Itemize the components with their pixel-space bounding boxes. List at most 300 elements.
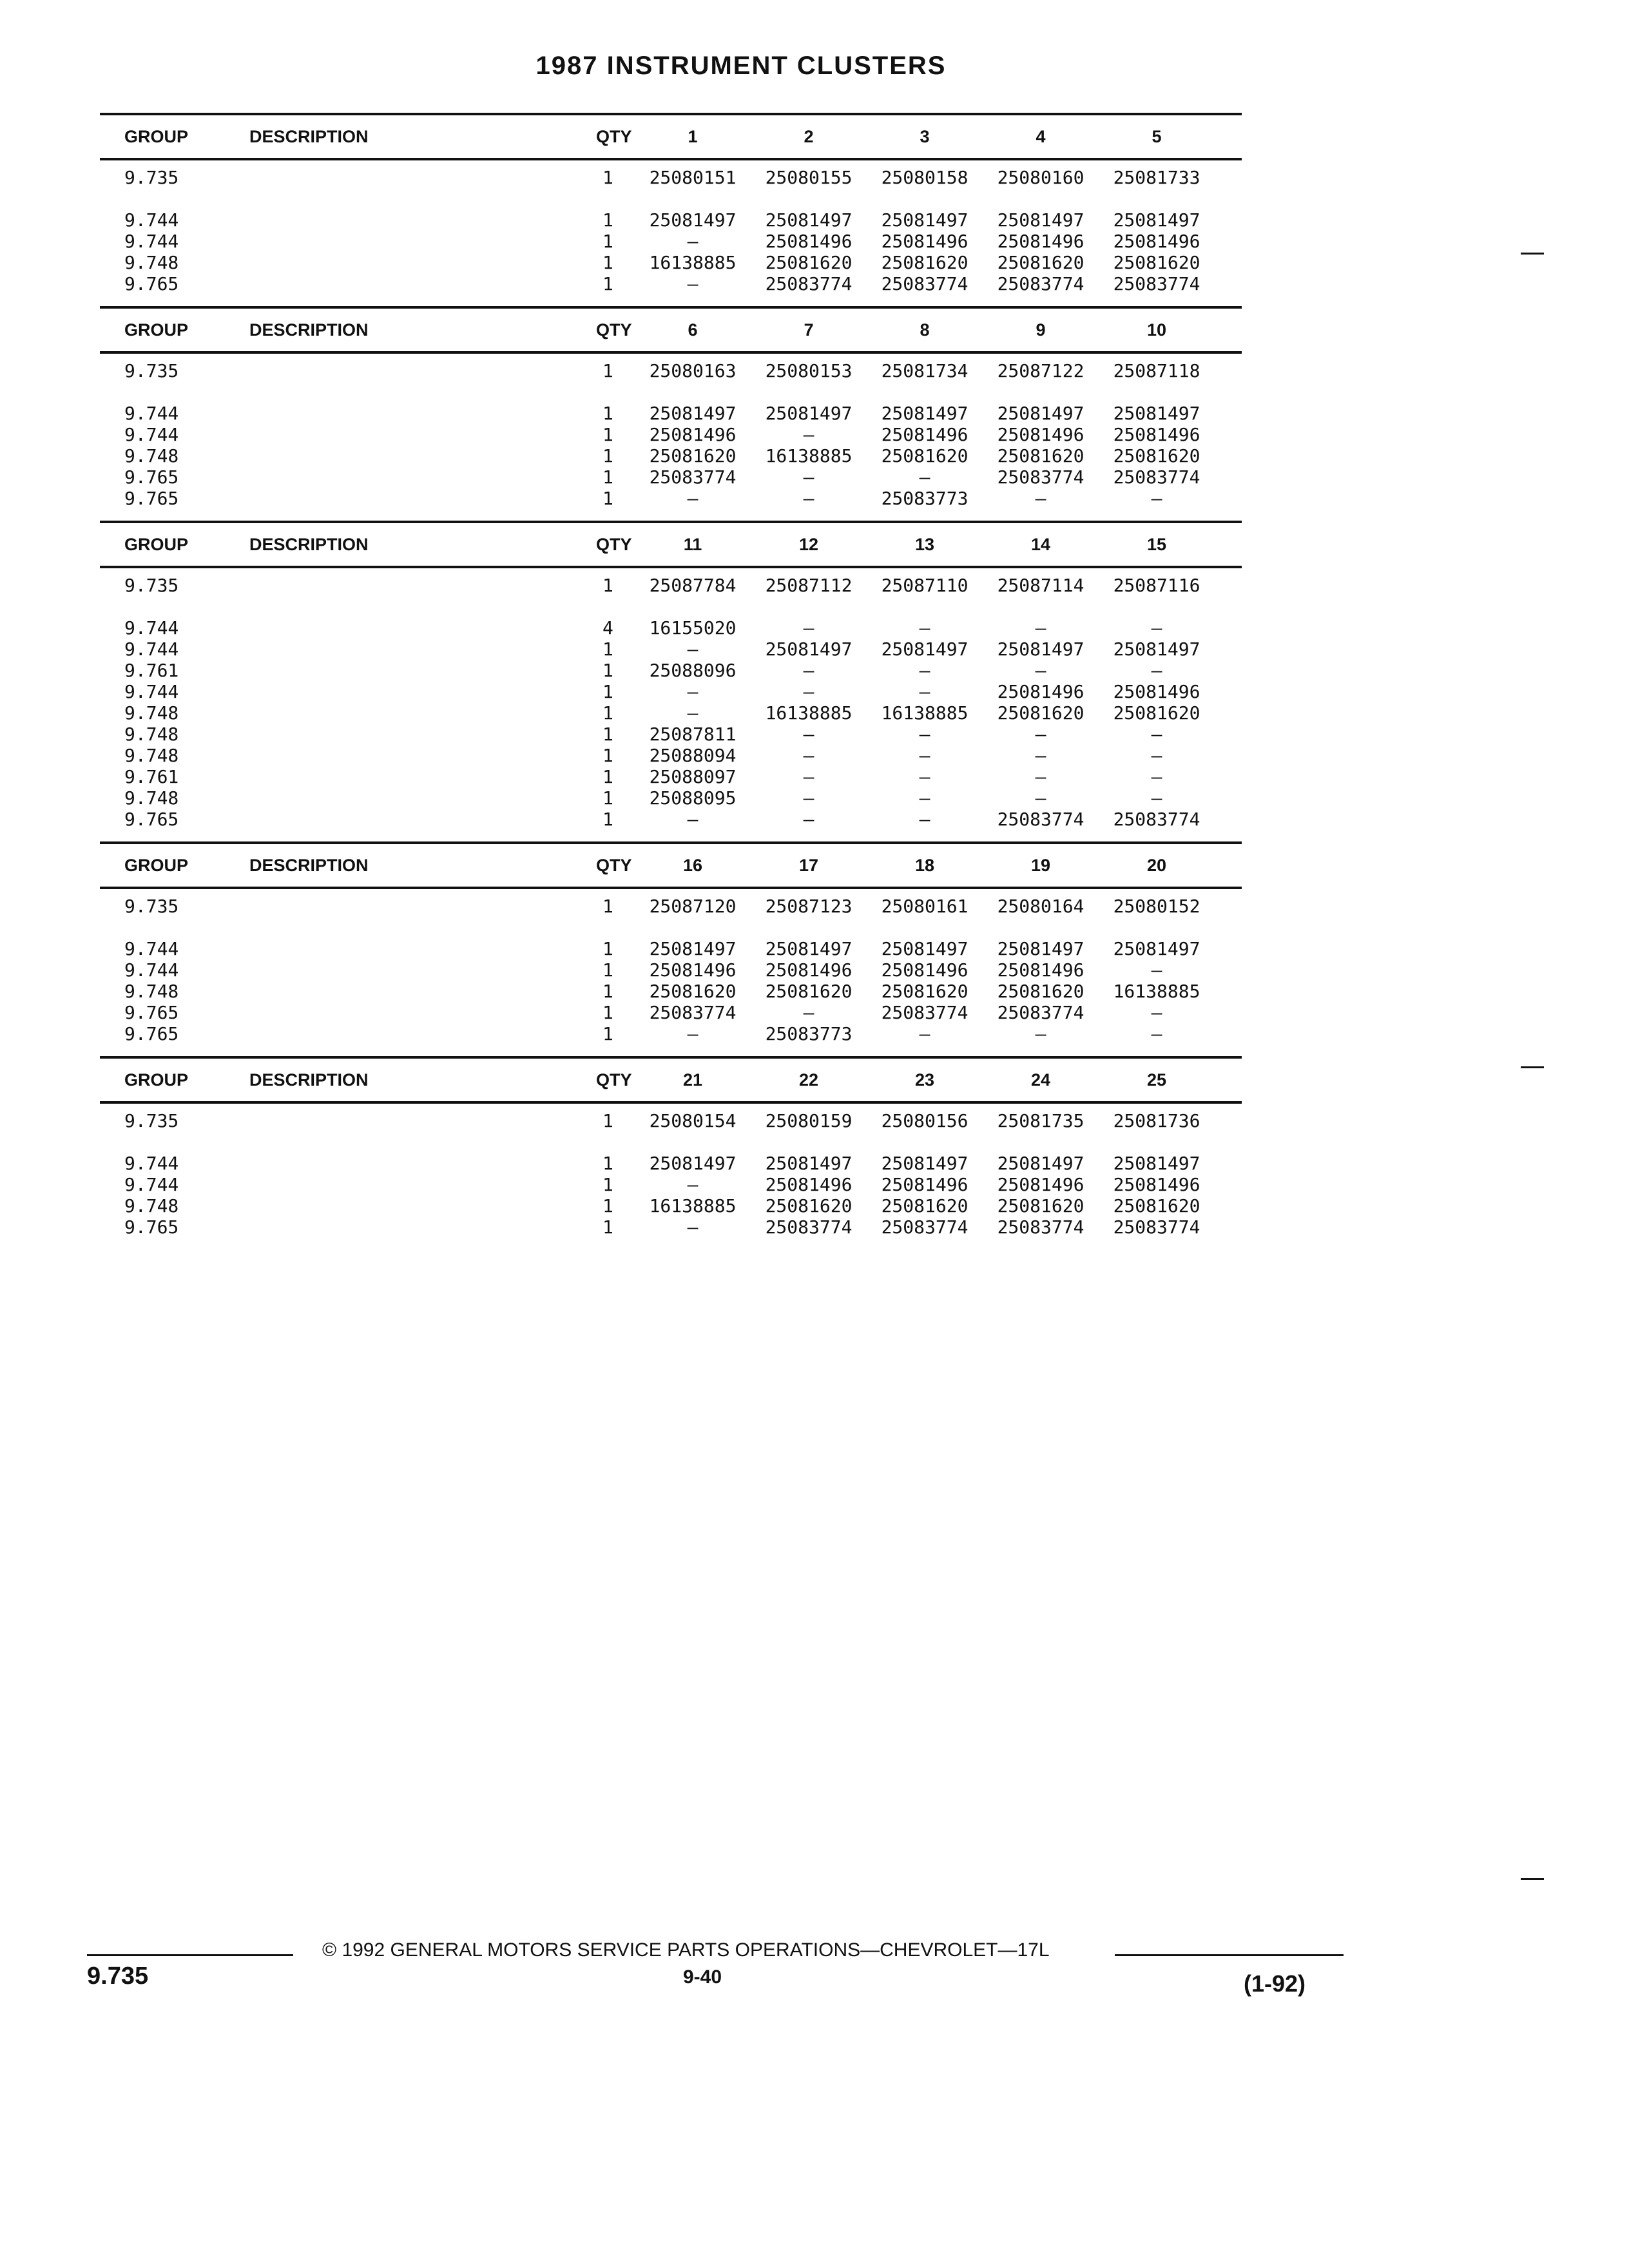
- part-number: —: [803, 766, 815, 787]
- part-number: —: [687, 273, 699, 294]
- table-row: [100, 252, 1242, 273]
- quantity: 1: [602, 403, 613, 424]
- part-number: —: [1151, 745, 1162, 766]
- part-number: 25080163: [649, 360, 737, 381]
- quantity: 1: [602, 1002, 613, 1023]
- section-rows: [100, 1104, 1242, 1249]
- qty-column-header: QTY: [596, 856, 632, 875]
- table-row: [100, 1195, 1242, 1216]
- part-number: —: [1035, 787, 1046, 809]
- part-number: —: [919, 724, 930, 745]
- group-number: 9.748: [124, 981, 179, 1002]
- part-number: 25087120: [649, 896, 737, 917]
- part-number: —: [687, 1216, 699, 1238]
- group-number: 9.748: [124, 702, 179, 724]
- table-row: [100, 959, 1242, 981]
- part-number: 25087122: [997, 360, 1084, 381]
- part-number: —: [1035, 724, 1046, 745]
- part-number: 16138885: [649, 1195, 737, 1216]
- part-number: 25081496: [881, 424, 969, 445]
- page-number: 9-40: [683, 1966, 722, 1988]
- quantity: 1: [602, 660, 613, 681]
- part-number: 25080153: [765, 360, 853, 381]
- group-number: 9.748: [124, 252, 179, 273]
- group-number: 9.765: [124, 1023, 179, 1044]
- column-number-header: 9: [1036, 320, 1046, 340]
- group-number: 9.735: [124, 896, 179, 917]
- part-number: —: [919, 681, 930, 702]
- quantity: 1: [602, 1023, 613, 1044]
- group-number: 9.744: [124, 938, 179, 959]
- part-number: 25080160: [997, 167, 1084, 188]
- group-number: 9.744: [124, 617, 179, 639]
- group-number: 9.744: [124, 209, 179, 231]
- group-number: 9.748: [124, 445, 179, 466]
- part-number: —: [1151, 959, 1162, 981]
- group-number: 9.765: [124, 809, 179, 830]
- quantity: 1: [602, 1216, 613, 1238]
- group-number: 9.761: [124, 766, 179, 787]
- qty-column-header: QTY: [596, 127, 632, 146]
- group-number: 9.744: [124, 231, 179, 252]
- part-number: —: [803, 1002, 815, 1023]
- description-column-header: DESCRIPTION: [249, 1070, 369, 1090]
- part-number: 25087110: [881, 575, 969, 596]
- part-number: —: [1035, 660, 1046, 681]
- part-number: 25087114: [997, 575, 1084, 596]
- table-row: [100, 660, 1242, 681]
- part-number: —: [687, 702, 699, 724]
- column-number-header: 14: [1030, 535, 1051, 554]
- description-column-header: DESCRIPTION: [249, 535, 369, 554]
- qty-column-header: QTY: [596, 535, 632, 554]
- part-number: 25081496: [1113, 1174, 1200, 1195]
- part-number: 25081496: [765, 231, 853, 252]
- quantity: 1: [602, 575, 613, 596]
- part-number: 25083774: [881, 1002, 969, 1023]
- part-number: 25083774: [765, 1216, 853, 1238]
- part-number: —: [919, 787, 930, 809]
- section-rows: [100, 160, 1242, 306]
- part-number: 25081496: [1113, 424, 1200, 445]
- part-number: 25081496: [765, 959, 853, 981]
- parts-table: [100, 113, 1242, 1249]
- table-row: [100, 639, 1242, 660]
- description-column-header: DESCRIPTION: [249, 320, 369, 340]
- table-row: [100, 1216, 1242, 1238]
- part-number: 25087811: [649, 724, 737, 745]
- table-row: [100, 1002, 1242, 1023]
- table-row: [100, 167, 1242, 188]
- group-number: 9.744: [124, 1174, 179, 1195]
- part-number: 25081497: [1113, 639, 1200, 660]
- part-number: 25081497: [881, 209, 969, 231]
- part-number: 25087784: [649, 575, 737, 596]
- part-number: 25081497: [765, 938, 853, 959]
- part-number: —: [1035, 1023, 1046, 1044]
- table-row: [100, 981, 1242, 1002]
- part-number: 25081497: [997, 938, 1084, 959]
- part-number: 25081734: [881, 360, 969, 381]
- section-rows: [100, 568, 1242, 841]
- part-number: 25083774: [1113, 809, 1200, 830]
- group-number: 9.735: [124, 167, 179, 188]
- quantity: 1: [602, 787, 613, 809]
- table-row: [100, 681, 1242, 702]
- part-number: 25081497: [881, 639, 969, 660]
- column-number-header: 25: [1146, 1070, 1167, 1090]
- table-row: [100, 445, 1242, 466]
- table-row: [100, 209, 1242, 231]
- column-number-header: 11: [683, 535, 702, 554]
- quantity: 1: [602, 959, 613, 981]
- section-rows: [100, 889, 1242, 1056]
- part-number: 25083773: [765, 1023, 853, 1044]
- quantity: 1: [602, 231, 613, 252]
- part-number: 25083774: [997, 466, 1084, 488]
- part-number: 25081620: [881, 445, 969, 466]
- part-number: —: [919, 1023, 930, 1044]
- group-column-header: GROUP: [124, 320, 189, 340]
- part-number: 25088096: [649, 660, 737, 681]
- part-number: —: [803, 745, 815, 766]
- part-number: —: [687, 488, 699, 509]
- part-number: 25083774: [1113, 466, 1200, 488]
- footer-group-code: 9.735: [87, 1963, 149, 1990]
- part-number: 25081733: [1113, 167, 1200, 188]
- column-number-header: 12: [798, 535, 819, 554]
- table-section: [100, 306, 1242, 521]
- part-number: 25081496: [881, 1174, 969, 1195]
- part-number: 25081620: [997, 702, 1084, 724]
- quantity: 1: [602, 167, 613, 188]
- table-row: [100, 745, 1242, 766]
- part-number: 25083774: [765, 273, 853, 294]
- group-number: 9.748: [124, 745, 179, 766]
- part-number: —: [687, 231, 699, 252]
- part-number: 25083774: [997, 273, 1084, 294]
- table-row: [100, 702, 1242, 724]
- quantity: 1: [602, 252, 613, 273]
- group-number: 9.748: [124, 787, 179, 809]
- part-number: 25081497: [1113, 1153, 1200, 1174]
- column-number-header: 15: [1146, 535, 1167, 554]
- part-number: 25081496: [649, 959, 737, 981]
- part-number: 25080151: [649, 167, 737, 188]
- part-number: 25088095: [649, 787, 737, 809]
- column-number-header: 2: [804, 127, 814, 146]
- quantity: 1: [602, 938, 613, 959]
- part-number: 25081497: [765, 1153, 853, 1174]
- margin-tick: [1521, 1878, 1544, 1880]
- group-number: 9.744: [124, 424, 179, 445]
- part-number: 25081497: [881, 1153, 969, 1174]
- table-row: [100, 488, 1242, 509]
- quantity: 1: [602, 360, 613, 381]
- part-number: —: [1035, 488, 1046, 509]
- part-number: 25081620: [997, 1195, 1084, 1216]
- part-number: —: [1151, 660, 1162, 681]
- footer-rule-left: [87, 1954, 293, 1956]
- table-row: [100, 1023, 1242, 1044]
- part-number: 25081620: [1113, 702, 1200, 724]
- part-number: —: [919, 745, 930, 766]
- part-number: 25081620: [997, 981, 1084, 1002]
- quantity: 1: [602, 766, 613, 787]
- part-number: 25083774: [881, 1216, 969, 1238]
- quantity: 1: [602, 466, 613, 488]
- part-number: —: [919, 809, 930, 830]
- part-number: 25083774: [997, 1216, 1084, 1238]
- part-number: 25081736: [1113, 1110, 1200, 1131]
- qty-column-header: QTY: [596, 320, 632, 340]
- part-number: 25087112: [765, 575, 853, 596]
- part-number: 25081497: [765, 403, 853, 424]
- table-row: [100, 938, 1242, 959]
- part-number: —: [687, 1023, 699, 1044]
- part-number: 25081496: [997, 231, 1084, 252]
- quantity: 1: [602, 1174, 613, 1195]
- part-number: 25087118: [1113, 360, 1200, 381]
- part-number: 25081620: [1113, 252, 1200, 273]
- group-number: 9.744: [124, 1153, 179, 1174]
- part-number: 25081620: [881, 981, 969, 1002]
- part-number: —: [919, 766, 930, 787]
- part-number: —: [803, 466, 815, 488]
- quantity: 1: [602, 1110, 613, 1131]
- part-number: —: [687, 681, 699, 702]
- part-number: 25081735: [997, 1110, 1084, 1131]
- part-number: 25081497: [649, 1153, 737, 1174]
- part-number: 25081497: [881, 403, 969, 424]
- part-number: —: [919, 660, 930, 681]
- section-rows: [100, 354, 1242, 521]
- part-number: 25081496: [649, 424, 737, 445]
- part-number: 16138885: [765, 445, 853, 466]
- group-number: 9.744: [124, 639, 179, 660]
- part-number: 25083774: [881, 273, 969, 294]
- table-row: [100, 809, 1242, 830]
- column-number-header: 1: [688, 127, 698, 146]
- table-row: [100, 1174, 1242, 1195]
- section-header: [100, 113, 1242, 160]
- part-number: 25088094: [649, 745, 737, 766]
- part-number: —: [687, 639, 699, 660]
- part-number: —: [803, 424, 815, 445]
- quantity: 1: [602, 809, 613, 830]
- part-number: 25080156: [881, 1110, 969, 1131]
- table-section: [100, 1056, 1242, 1249]
- column-number-header: 5: [1152, 127, 1162, 146]
- column-number-header: 22: [798, 1070, 819, 1090]
- part-number: —: [1035, 617, 1046, 639]
- part-number: 25083774: [649, 466, 737, 488]
- group-number: 9.765: [124, 1002, 179, 1023]
- footer-rule-right: [1115, 1954, 1344, 1956]
- table-row: [100, 1110, 1242, 1131]
- column-number-header: 24: [1030, 1070, 1051, 1090]
- column-number-header: 10: [1146, 320, 1167, 340]
- column-number-header: 20: [1146, 856, 1167, 875]
- part-number: 25081620: [1113, 1195, 1200, 1216]
- quantity: 1: [602, 209, 613, 231]
- part-number: 25081620: [765, 1195, 853, 1216]
- table-row: [100, 575, 1242, 596]
- column-number-header: 7: [804, 320, 814, 340]
- column-number-header: 8: [920, 320, 930, 340]
- quantity: 1: [602, 1195, 613, 1216]
- part-number: —: [1151, 1023, 1162, 1044]
- group-column-header: GROUP: [124, 856, 189, 875]
- part-number: 25080164: [997, 896, 1084, 917]
- part-number: 25081620: [649, 981, 737, 1002]
- part-number: 25081620: [1113, 445, 1200, 466]
- group-number: 9.765: [124, 273, 179, 294]
- part-number: 25080155: [765, 167, 853, 188]
- part-number: 16138885: [881, 702, 969, 724]
- part-number: 25081497: [765, 639, 853, 660]
- part-number: —: [803, 809, 815, 830]
- part-number: 25088097: [649, 766, 737, 787]
- part-number: —: [687, 1174, 699, 1195]
- table-row: [100, 1153, 1242, 1174]
- part-number: 25081496: [997, 424, 1084, 445]
- group-number: 9.765: [124, 488, 179, 509]
- part-number: 25081497: [1113, 209, 1200, 231]
- part-number: 25081496: [1113, 681, 1200, 702]
- description-column-header: DESCRIPTION: [249, 127, 369, 146]
- part-number: —: [1151, 766, 1162, 787]
- table-row: [100, 231, 1242, 252]
- column-number-header: 6: [688, 320, 698, 340]
- part-number: 25081620: [765, 981, 853, 1002]
- table-row: [100, 617, 1242, 639]
- part-number: —: [1151, 488, 1162, 509]
- column-number-header: 17: [798, 856, 819, 875]
- part-number: —: [1151, 617, 1162, 639]
- column-number-header: 19: [1030, 856, 1051, 875]
- part-number: 25083774: [1113, 273, 1200, 294]
- table-row: [100, 424, 1242, 445]
- part-number: 25081497: [649, 403, 737, 424]
- part-number: 25081497: [881, 938, 969, 959]
- quantity: 1: [602, 896, 613, 917]
- quantity: 4: [602, 617, 613, 639]
- footer-copyright: © 1992 GENERAL MOTORS SERVICE PARTS OPERATIONS—CHEVROLET—17L: [322, 1939, 1050, 1961]
- part-number: 25081497: [997, 209, 1084, 231]
- quantity: 1: [602, 724, 613, 745]
- margin-tick: [1521, 1066, 1544, 1068]
- part-number: 25080152: [1113, 896, 1200, 917]
- part-number: —: [919, 466, 930, 488]
- part-number: 25083773: [881, 488, 969, 509]
- part-number: —: [1151, 724, 1162, 745]
- group-number: 9.744: [124, 403, 179, 424]
- quantity: 1: [602, 1153, 613, 1174]
- group-number: 9.735: [124, 1110, 179, 1131]
- quantity: 1: [602, 981, 613, 1002]
- group-column-header: GROUP: [124, 535, 189, 554]
- part-number: 25081497: [997, 403, 1084, 424]
- quantity: 1: [602, 273, 613, 294]
- quantity: 1: [602, 639, 613, 660]
- quantity: 1: [602, 745, 613, 766]
- quantity: 1: [602, 702, 613, 724]
- part-number: 25087116: [1113, 575, 1200, 596]
- column-number-header: 3: [920, 127, 930, 146]
- part-number: 25081620: [649, 445, 737, 466]
- column-number-header: 23: [914, 1070, 935, 1090]
- part-number: 25081496: [765, 1174, 853, 1195]
- part-number: —: [1151, 1002, 1162, 1023]
- margin-tick: [1521, 253, 1544, 255]
- part-number: 25081496: [997, 959, 1084, 981]
- part-number: 25081497: [649, 938, 737, 959]
- column-number-header: 18: [914, 856, 935, 875]
- part-number: 16138885: [765, 702, 853, 724]
- part-number: 25081497: [997, 1153, 1084, 1174]
- column-number-header: 13: [914, 535, 935, 554]
- qty-column-header: QTY: [596, 1070, 632, 1090]
- part-number: 25083774: [649, 1002, 737, 1023]
- part-number: 16155020: [649, 617, 737, 639]
- part-number: —: [1035, 745, 1046, 766]
- section-header: [100, 306, 1242, 354]
- section-header: [100, 1056, 1242, 1104]
- part-number: —: [919, 617, 930, 639]
- part-number: 25081620: [997, 445, 1084, 466]
- part-number: —: [803, 617, 815, 639]
- part-number: 25087123: [765, 896, 853, 917]
- part-number: 25081497: [765, 209, 853, 231]
- part-number: —: [1151, 787, 1162, 809]
- part-number: 25081496: [997, 1174, 1084, 1195]
- group-number: 9.744: [124, 681, 179, 702]
- part-number: 25080159: [765, 1110, 853, 1131]
- quantity: 1: [602, 681, 613, 702]
- table-row: [100, 896, 1242, 917]
- part-number: 25081496: [997, 681, 1084, 702]
- part-number: 25081496: [1113, 231, 1200, 252]
- page-title: 1987 INSTRUMENT CLUSTERS: [535, 52, 947, 80]
- table-row: [100, 724, 1242, 745]
- part-number: 25081497: [649, 209, 737, 231]
- part-number: —: [803, 724, 815, 745]
- part-number: 16138885: [649, 252, 737, 273]
- group-column-header: GROUP: [124, 1070, 189, 1090]
- part-number: 25081620: [765, 252, 853, 273]
- part-number: —: [803, 488, 815, 509]
- part-number: 25081497: [1113, 938, 1200, 959]
- table-row: [100, 273, 1242, 294]
- part-number: 25081496: [881, 959, 969, 981]
- group-number: 9.748: [124, 1195, 179, 1216]
- part-number: —: [803, 660, 815, 681]
- group-number: 9.765: [124, 1216, 179, 1238]
- table-row: [100, 787, 1242, 809]
- table-row: [100, 403, 1242, 424]
- part-number: —: [803, 787, 815, 809]
- group-number: 9.735: [124, 575, 179, 596]
- part-number: —: [687, 809, 699, 830]
- group-number: 9.735: [124, 360, 179, 381]
- part-number: —: [1035, 766, 1046, 787]
- section-header: [100, 841, 1242, 889]
- quantity: 1: [602, 488, 613, 509]
- group-number: 9.748: [124, 724, 179, 745]
- table-section: [100, 521, 1242, 841]
- table-row: [100, 766, 1242, 787]
